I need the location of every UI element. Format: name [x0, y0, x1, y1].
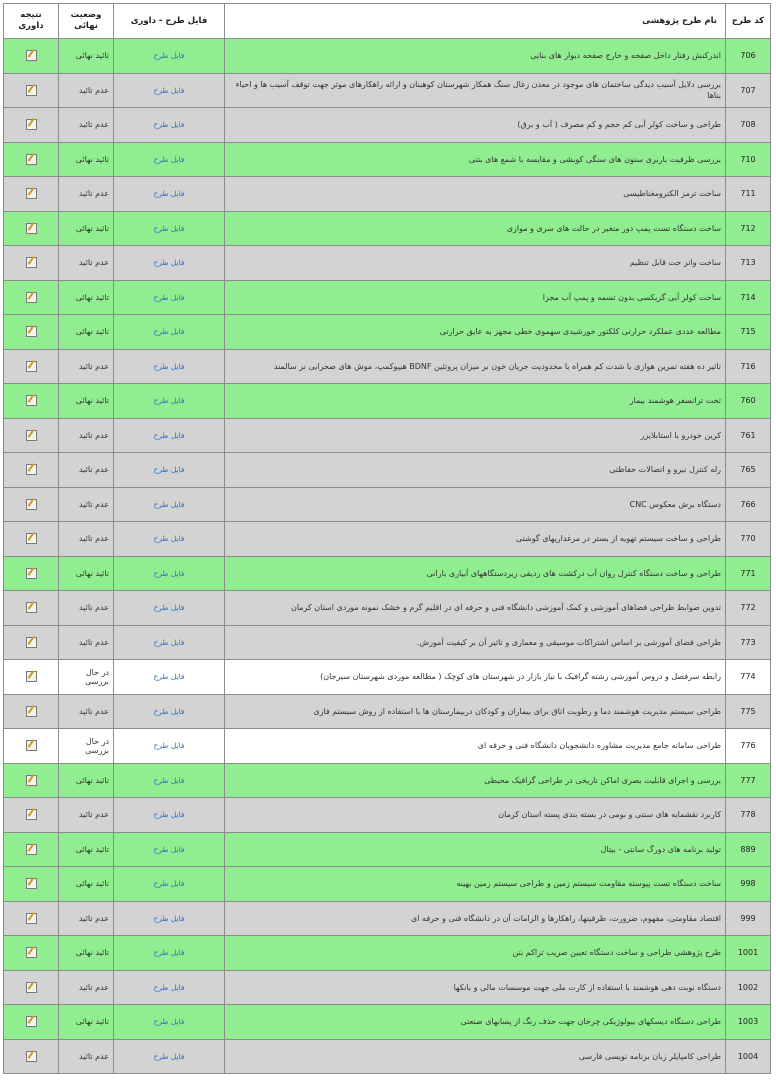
final-status: عدم تائید: [59, 349, 114, 384]
review-result-cell: [4, 142, 59, 177]
edit-icon[interactable]: [26, 395, 37, 406]
project-name: ساخت دستگاه تست پیوسته مقاومت سیستم زمین و طراحی سیستم زمین بهینه: [225, 867, 726, 902]
table-row: [4, 1039, 771, 1074]
project-name: طراحی فضای آموزشی بر اساس اشتراکات موسیقی و معماری و تاثیر آن بر کیفیت آموزش.: [225, 625, 726, 660]
header-result: نتیجه داوری: [4, 4, 59, 39]
file-cell: [114, 1005, 225, 1040]
edit-icon[interactable]: [26, 602, 37, 613]
project-code: 774: [726, 660, 771, 695]
table-row: [4, 418, 771, 453]
project-name: طراحی و ساخت کولر آبی کم حجم و کم مصرف ( آب و برق): [225, 108, 726, 143]
table-row: [4, 936, 771, 971]
project-name: رابطه سرفصل و دروس آموزشی رشته گرافیک با نیاز بازار در شهرستان های کوچک ( مطالعه موردی شهرستان سیرجان): [225, 660, 726, 695]
table-row: [4, 108, 771, 143]
table-row: [4, 867, 771, 902]
edit-icon[interactable]: [26, 775, 37, 786]
project-name: بررسی ظرفیت باربری ستون های سنگی کوبشی و مقایسه با شمع های بتنی: [225, 142, 726, 177]
project-name: تدوین ضوابط طراحی فضاهای آموزشی و کمک آموزشی دانشگاه فنی و حرفه ای در اقلیم گرم و خشک نمونه موردی استان کرمان: [225, 591, 726, 626]
final-status: عدم تائید: [59, 591, 114, 626]
file-cell: [114, 177, 225, 212]
final-status: تائید نهائی: [59, 142, 114, 177]
table-row: [4, 73, 771, 108]
project-code: 710: [726, 142, 771, 177]
project-code: 778: [726, 798, 771, 833]
file-cell: [114, 625, 225, 660]
project-name: تاثیر ده هفته تمرین هوازی با شدت کم همراه با محدودیت جریان خون بر میزان پروتئین BDNF هیپوکمپ، موش های صحرایی نر سالمند: [225, 349, 726, 384]
edit-icon[interactable]: [26, 464, 37, 475]
review-result-cell: [4, 246, 59, 281]
project-code: 1003: [726, 1005, 771, 1040]
table-row: [4, 591, 771, 626]
final-status: عدم تائید: [59, 901, 114, 936]
final-status: در حال بررسی: [59, 660, 114, 695]
file-cell: [114, 142, 225, 177]
edit-icon[interactable]: [26, 257, 37, 268]
project-code: 716: [726, 349, 771, 384]
table-header-row: [4, 4, 771, 39]
project-code: 765: [726, 453, 771, 488]
header-status: وضعیت نهائی: [59, 4, 114, 39]
header-code: کد طرح: [726, 4, 771, 39]
project-file-link[interactable]: فایل طرح: [153, 879, 185, 889]
project-file-link[interactable]: فایل طرح: [153, 948, 185, 958]
project-name: کاربرد نقشمایه های سنتی و بومی در بسته بندی پسته استان کرمان: [225, 798, 726, 833]
final-status: عدم تائید: [59, 418, 114, 453]
project-file-link[interactable]: فایل طرح: [153, 706, 185, 716]
edit-icon[interactable]: [26, 878, 37, 889]
project-file-link[interactable]: فایل طرح: [153, 85, 185, 95]
final-status: عدم تائید: [59, 522, 114, 557]
project-file-link[interactable]: فایل طرح: [153, 396, 185, 406]
final-status: تائید نهائی: [59, 211, 114, 246]
final-status: عدم تائید: [59, 970, 114, 1005]
review-result-cell: [4, 280, 59, 315]
review-result-cell: [4, 73, 59, 108]
edit-icon[interactable]: [26, 1051, 37, 1062]
projects-table: [3, 3, 771, 1074]
final-status: تائید نهائی: [59, 39, 114, 74]
table-row: [4, 901, 771, 936]
file-cell: [114, 694, 225, 729]
review-result-cell: [4, 970, 59, 1005]
project-code: 773: [726, 625, 771, 660]
edit-icon[interactable]: [26, 223, 37, 234]
table-row: [4, 453, 771, 488]
project-name: مطالعه عددی عملکرد حرارتی کلکتور خورشیدی سهموی خطی مجهز به عایق حرارتی: [225, 315, 726, 350]
final-status: تائید نهائی: [59, 763, 114, 798]
review-result-cell: [4, 487, 59, 522]
file-cell: [114, 453, 225, 488]
final-status: عدم تائید: [59, 694, 114, 729]
project-name: طراحی دستگاه دیسکهای بیولوژیکی چرخان جهت حذف رنگ از پسابهای صنعتی: [225, 1005, 726, 1040]
project-code: 712: [726, 211, 771, 246]
project-file-link[interactable]: فایل طرح: [153, 51, 185, 61]
project-code: 714: [726, 280, 771, 315]
table-row: [4, 970, 771, 1005]
edit-icon[interactable]: [26, 292, 37, 303]
project-file-link[interactable]: فایل طرح: [153, 361, 185, 371]
table-row: [4, 763, 771, 798]
project-file-link[interactable]: فایل طرح: [153, 1017, 185, 1027]
file-cell: [114, 211, 225, 246]
project-name: طرح پژوهشی طراحی و ساخت دستگاه تعیین ضریب تراکم بتن: [225, 936, 726, 971]
project-file-link[interactable]: فایل طرح: [153, 568, 185, 578]
final-status: تائید نهائی: [59, 1005, 114, 1040]
edit-icon[interactable]: [26, 154, 37, 165]
edit-icon[interactable]: [26, 188, 37, 199]
project-file-link[interactable]: فایل طرح: [153, 327, 185, 337]
review-result-cell: [4, 901, 59, 936]
project-code: 706: [726, 39, 771, 74]
review-result-cell: [4, 625, 59, 660]
project-file-link[interactable]: فایل طرح: [153, 775, 185, 785]
edit-icon[interactable]: [26, 706, 37, 717]
project-file-link[interactable]: فایل طرح: [153, 741, 185, 751]
file-cell: [114, 487, 225, 522]
project-code: 707: [726, 73, 771, 108]
file-cell: [114, 660, 225, 695]
file-cell: [114, 522, 225, 557]
project-file-link[interactable]: فایل طرح: [153, 844, 185, 854]
project-name: رله کنترل نیرو و اتصالات حفاظتی: [225, 453, 726, 488]
file-cell: [114, 246, 225, 281]
project-name: دستگاه نوبت دهی هوشمند با استفاده از کارت ملی جهت موسسات مالی و بانکها: [225, 970, 726, 1005]
table-row: [4, 625, 771, 660]
file-cell: [114, 280, 225, 315]
review-result-cell: [4, 1005, 59, 1040]
review-result-cell: [4, 936, 59, 971]
table-row: [4, 280, 771, 315]
project-name: بررسی دلایل آسیب دیدگی ساختمان های موجود در معدن زغال سنگ همکار شهرستان کوهبنان و ارائه راهکارهای موثر جهت توقف آسیب ها و احیاء بناها: [225, 73, 726, 108]
header-name: نام طرح پژوهشی: [225, 4, 726, 39]
review-result-cell: [4, 556, 59, 591]
file-cell: [114, 832, 225, 867]
edit-icon[interactable]: [26, 568, 37, 579]
file-cell: [114, 418, 225, 453]
project-name: کرین خودرو با استابلایزر: [225, 418, 726, 453]
project-file-link[interactable]: فایل طرح: [153, 258, 185, 268]
review-result-cell: [4, 694, 59, 729]
table-row: [4, 522, 771, 557]
table-row: [4, 349, 771, 384]
final-status: عدم تائید: [59, 246, 114, 281]
project-name: بررسی و اجرای قابلیت بصری اماکن تاریخی در طراحی گرافیک محیطی: [225, 763, 726, 798]
final-status: عدم تائید: [59, 798, 114, 833]
project-file-link[interactable]: فایل طرح: [153, 982, 185, 992]
file-cell: [114, 556, 225, 591]
final-status: عدم تائید: [59, 453, 114, 488]
project-file-link[interactable]: فایل طرح: [153, 292, 185, 302]
project-code: 772: [726, 591, 771, 626]
project-name: ساخت دستگاه تست پمپ دور متغیر در حالت های سری و موازی: [225, 211, 726, 246]
review-result-cell: [4, 763, 59, 798]
project-name: تولید برنامه های دورگ سانتی - بیتال: [225, 832, 726, 867]
review-result-cell: [4, 418, 59, 453]
edit-icon[interactable]: [26, 430, 37, 441]
review-result-cell: [4, 349, 59, 384]
project-code: 715: [726, 315, 771, 350]
project-file-link[interactable]: فایل طرح: [153, 465, 185, 475]
project-code: 771: [726, 556, 771, 591]
final-status: تائید نهائی: [59, 384, 114, 419]
project-code: 713: [726, 246, 771, 281]
edit-icon[interactable]: [26, 913, 37, 924]
table-row: [4, 694, 771, 729]
table-row: [4, 729, 771, 764]
edit-icon[interactable]: [26, 533, 37, 544]
review-result-cell: [4, 315, 59, 350]
edit-icon[interactable]: [26, 85, 37, 96]
project-name: طراحی سامانه جامع مدیریت مشاوره دانشجویان دانشگاه فنی و حرفه ای: [225, 729, 726, 764]
review-result-cell: [4, 177, 59, 212]
final-status: تائید نهائی: [59, 832, 114, 867]
project-file-link[interactable]: فایل طرح: [153, 637, 185, 647]
review-result-cell: [4, 522, 59, 557]
project-code: 766: [726, 487, 771, 522]
final-status: عدم تائید: [59, 108, 114, 143]
project-code: 761: [726, 418, 771, 453]
project-code: 770: [726, 522, 771, 557]
edit-icon[interactable]: [26, 499, 37, 510]
review-result-cell: [4, 39, 59, 74]
file-cell: [114, 384, 225, 419]
review-result-cell: [4, 1039, 59, 1074]
project-code: 776: [726, 729, 771, 764]
project-name: ساخت کولر آبی گریکسی بدون تسمه و پمپ آب مجزا: [225, 280, 726, 315]
edit-icon[interactable]: [26, 637, 37, 648]
projects-table-container: [3, 3, 770, 1074]
table-row: [4, 177, 771, 212]
project-file-link[interactable]: فایل طرح: [153, 1051, 185, 1061]
project-file-link[interactable]: فایل طرح: [153, 603, 185, 613]
edit-icon[interactable]: [26, 740, 37, 751]
edit-icon[interactable]: [26, 844, 37, 855]
project-code: 1002: [726, 970, 771, 1005]
review-result-cell: [4, 211, 59, 246]
file-cell: [114, 936, 225, 971]
file-cell: [114, 108, 225, 143]
table-row: [4, 556, 771, 591]
table-row: [4, 832, 771, 867]
table-row: [4, 211, 771, 246]
final-status: تائید نهائی: [59, 867, 114, 902]
table-row: [4, 1005, 771, 1040]
project-name: تخت ترانسفر هوشمند بیمار: [225, 384, 726, 419]
final-status: تائید نهائی: [59, 280, 114, 315]
file-cell: [114, 73, 225, 108]
project-file-link[interactable]: فایل طرح: [153, 430, 185, 440]
project-file-link[interactable]: فایل طرح: [153, 154, 185, 164]
project-file-link[interactable]: فایل طرح: [153, 672, 185, 682]
project-name: اندرکنش رفتار داخل صفحه و خارج صفحه دیوار های بنایی: [225, 39, 726, 74]
table-row: [4, 142, 771, 177]
project-code: 775: [726, 694, 771, 729]
edit-icon[interactable]: [26, 326, 37, 337]
project-code: 999: [726, 901, 771, 936]
edit-icon[interactable]: [26, 982, 37, 993]
file-cell: [114, 763, 225, 798]
file-cell: [114, 729, 225, 764]
file-cell: [114, 970, 225, 1005]
review-result-cell: [4, 729, 59, 764]
edit-icon[interactable]: [26, 50, 37, 61]
file-cell: [114, 867, 225, 902]
review-result-cell: [4, 867, 59, 902]
file-cell: [114, 315, 225, 350]
table-row: [4, 798, 771, 833]
review-result-cell: [4, 591, 59, 626]
project-code: 1004: [726, 1039, 771, 1074]
project-code: 760: [726, 384, 771, 419]
edit-icon[interactable]: [26, 671, 37, 682]
table-row: [4, 246, 771, 281]
final-status: عدم تائید: [59, 487, 114, 522]
project-code: 777: [726, 763, 771, 798]
project-file-link[interactable]: فایل طرح: [153, 810, 185, 820]
project-file-link[interactable]: فایل طرح: [153, 499, 185, 509]
file-cell: [114, 1039, 225, 1074]
table-row: [4, 660, 771, 695]
review-result-cell: [4, 384, 59, 419]
edit-icon[interactable]: [26, 809, 37, 820]
final-status: عدم تائید: [59, 1039, 114, 1074]
project-name: ساخت واتر جت قابل تنظیم: [225, 246, 726, 281]
review-result-cell: [4, 660, 59, 695]
review-result-cell: [4, 832, 59, 867]
review-result-cell: [4, 453, 59, 488]
header-file: فایل طرح - داوری: [114, 4, 225, 39]
project-code: 708: [726, 108, 771, 143]
project-name: ساخت ترمز الکترومغناطیسی: [225, 177, 726, 212]
project-file-link[interactable]: فایل طرح: [153, 534, 185, 544]
file-cell: [114, 39, 225, 74]
final-status: تائید نهائی: [59, 315, 114, 350]
project-name: اقتصاد مقاومتی، مفهوم، ضرورت، ظرفیتها، راهکارها و الزامات آن در دانشگاه فنی و حرفه ای: [225, 901, 726, 936]
project-code: 889: [726, 832, 771, 867]
edit-icon[interactable]: [26, 119, 37, 130]
edit-icon[interactable]: [26, 1016, 37, 1027]
table-row: [4, 384, 771, 419]
project-file-link[interactable]: فایل طرح: [153, 120, 185, 130]
table-row: [4, 315, 771, 350]
file-cell: [114, 901, 225, 936]
table-row: [4, 39, 771, 74]
project-name: طراحی سیستم مدیریت هوشمند دما و رطوبت اتاق برای بیماران و کودکان دربیمارستان ها با استفاده از روش سیستم فازی: [225, 694, 726, 729]
review-result-cell: [4, 108, 59, 143]
project-code: 998: [726, 867, 771, 902]
edit-icon[interactable]: [26, 947, 37, 958]
final-status: تائید نهائی: [59, 556, 114, 591]
final-status: در حال بررسی: [59, 729, 114, 764]
project-name: طراحی و ساخت سیستم تهویه از بستر در مرغداریهای گوشتی: [225, 522, 726, 557]
project-file-link[interactable]: فایل طرح: [153, 913, 185, 923]
file-cell: [114, 591, 225, 626]
project-name: طراحی کامپایلر زبان برنامه نویسی فارسی: [225, 1039, 726, 1074]
project-code: 711: [726, 177, 771, 212]
review-result-cell: [4, 798, 59, 833]
project-name: طراحی و ساخت دستگاه کنترل روان آب درکشت های ردیفی زیردستگاههای آبیاری بارانی: [225, 556, 726, 591]
project-code: 1001: [726, 936, 771, 971]
project-name: دستگاه برش معکوس CNC: [225, 487, 726, 522]
file-cell: [114, 349, 225, 384]
final-status: عدم تائید: [59, 625, 114, 660]
project-file-link[interactable]: فایل طرح: [153, 189, 185, 199]
final-status: عدم تائید: [59, 177, 114, 212]
edit-icon[interactable]: [26, 361, 37, 372]
table-row: [4, 487, 771, 522]
project-file-link[interactable]: فایل طرح: [153, 223, 185, 233]
file-cell: [114, 798, 225, 833]
final-status: عدم تائید: [59, 73, 114, 108]
final-status: تائید نهائی: [59, 936, 114, 971]
